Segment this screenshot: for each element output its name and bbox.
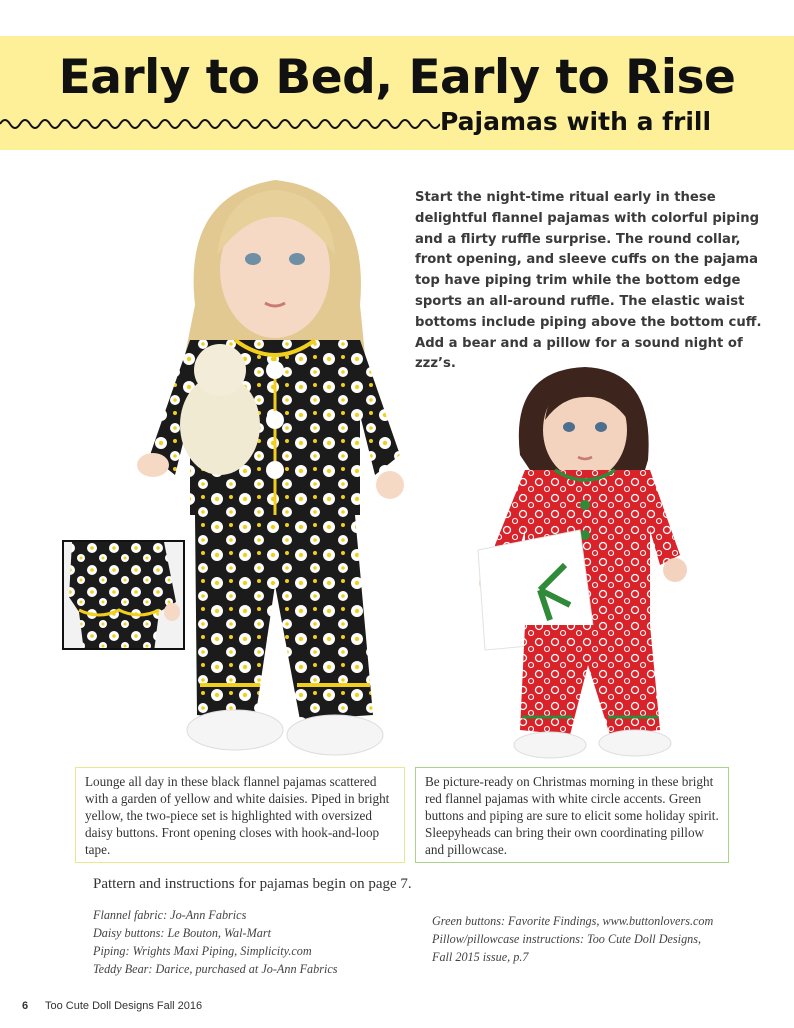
publication-name: Too Cute Doll Designs Fall 2016 [44, 1000, 203, 1012]
ruffle-closeup-image [64, 542, 185, 650]
intro-paragraph: Start the night-time ritual early in these delightful flannel pajamas with colorful piping and a flirty ruffle surprise. The round collar, front opening, and sleeve cuffs on the pajama top have piping trim while the bottom edge sports an all-around ruffle. The elastic waist bottoms include piping above the bottom cuff. Add a bear and a pillow for a sound night of zzz’s. [415, 190, 762, 372]
red-pajama-doll-photo [470, 365, 700, 760]
wavy-divider [0, 112, 440, 136]
credit-line: Fall 2015 issue, p.7 [432, 950, 529, 964]
credit-line: Green buttons: Favorite Findings, www.buttonlovers.com [432, 914, 714, 928]
daisy-pajama-caption: Lounge all day in these black flannel pajamas scattered with a garden of yellow and white daisies. Piped in bright yellow, the two-piece set is highlighted with oversized daisy buttons. Front opening closes with hook-and-loop tape. [75, 767, 405, 863]
credit-line: Daisy buttons: Le Bouton, Wal-Mart [93, 926, 271, 940]
ruffle-closeup-inset-photo [62, 540, 185, 650]
credit-line: Teddy Bear: Darice, purchased at Jo-Ann Fabrics [93, 962, 338, 976]
daisy-pajama-doll-photo [125, 155, 425, 760]
supply-credits-right [432, 912, 713, 966]
red-pajama-caption: Be picture-ready on Christmas morning in these bright red flannel pajamas with white circle accents. Green buttons and piping are sure to elicit some holiday spirit. Sleepyheads can bring their own coordinating pillow and pillowcase. [415, 767, 729, 863]
supply-credits-left [93, 906, 338, 978]
pattern-note: Pattern and instructions for pajamas begin on page 7. [93, 876, 412, 892]
page-number: 6 [22, 1000, 29, 1012]
page-footer [22, 1000, 202, 1012]
page-title: Early to Bed, Early to Rise [58, 50, 736, 105]
credit-line: Flannel fabric: Jo-Ann Fabrics [93, 908, 247, 922]
credit-line: Pillow/pillowcase instructions: Too Cute Doll Designs, [432, 932, 702, 946]
credit-line: Piping: Wrights Maxi Piping, Simplicity.com [93, 944, 312, 958]
page-subtitle: Pajamas with a frill [440, 107, 712, 136]
